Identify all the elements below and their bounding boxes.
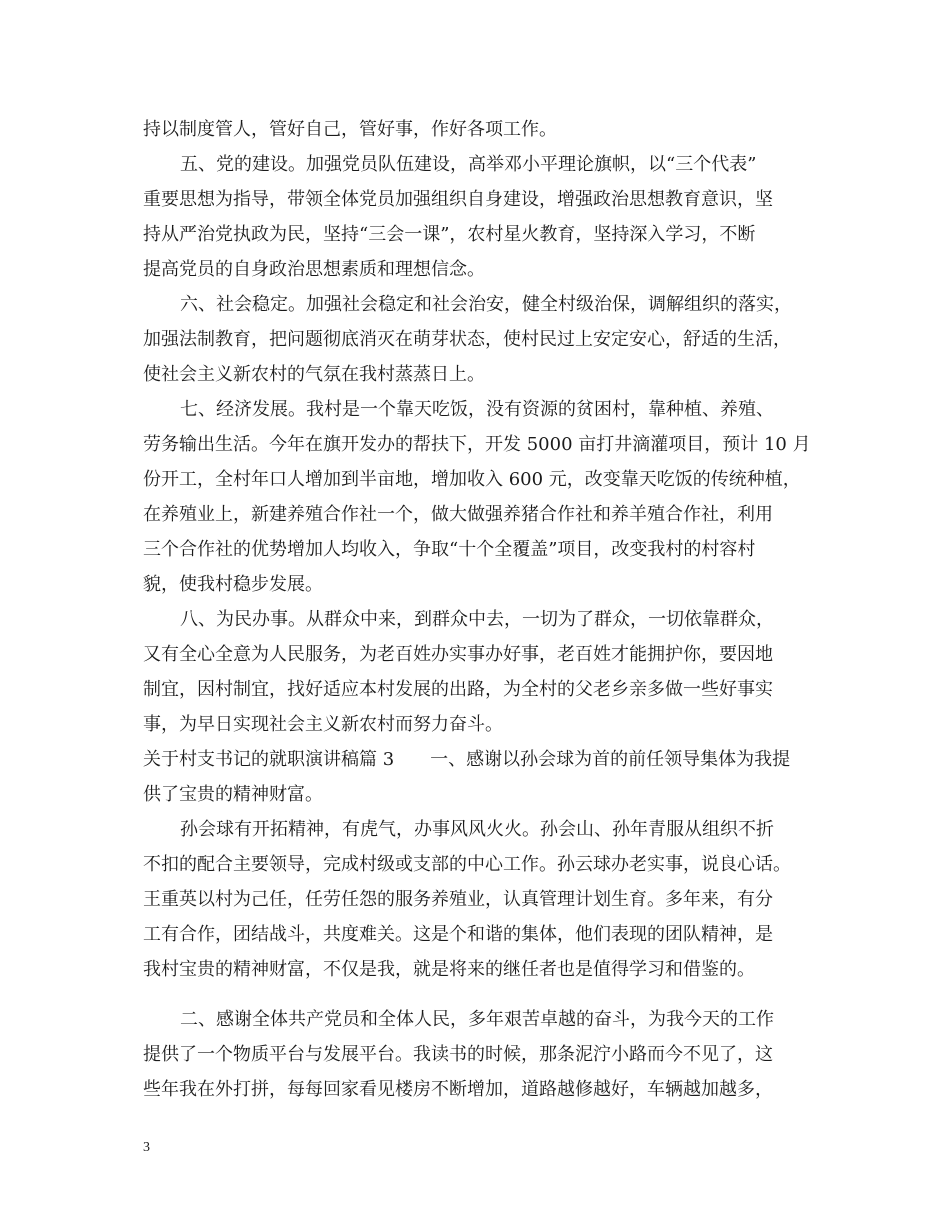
text-line: 持以制度管人，管好自己，管好事，作好各项工作。 [143,119,557,140]
text-line: 加强法制教育，把问题彻底消灭在萌芽状态，使村民过上安定安心，舒适的生活， [143,329,791,350]
text-line: 使社会主义新农村的气氛在我村蒸蒸日上。 [143,364,485,385]
text-line: 制宜，因村制宜，找好适应本村发展的出路，为全村的父老乡亲多做一些好事实 [143,679,773,700]
text-line: 劳务输出生活。今年在旗开发办的帮扶下，开发 5000 亩打井滴灌项目，预计 10 月 [143,434,811,455]
paragraph-heading: 八、为民办事。从群众中来，到群众中去，一切为了群众，一切依靠群众， [180,609,774,630]
text-line: 事，为早日实现社会主义新农村而努力奋斗。 [143,714,503,735]
text-line: 工有合作，团结战斗，共度难关。这是个和谐的集体，他们表现的团队精神，是 [143,924,773,945]
text-line: 在养殖业上，新建养殖合作社一个，做大做强养猪合作社和养羊殖合作社，利用 [143,504,773,525]
paragraph-heading: 七、经济发展。我村是一个靠天吃饭，没有资源的贫困村，靠种植、养殖、 [180,399,774,420]
paragraph-heading: 孙会球有开拓精神，有虎气，办事风风火火。孙会山、孙年青服从组织不折 [180,819,774,840]
text-line: 持从严治党执政为民，坚持“三会一课”，农村星火教育，坚持深入学习，不断 [143,224,756,245]
section-title-line: 关于村支书记的就职演讲稿篇 3 一、感谢以孙会球为首的前任领导集体为我提 [143,749,791,770]
page-number: 3 [143,1140,150,1155]
paragraph-heading: 五、党的建设。加强党员队伍建设，高举邓小平理论旗帜，以“三个代表” [180,154,757,175]
text-line: 重要思想为指导，带领全体党员加强组织自身建设，增强政治思想教育意识，坚 [143,189,773,210]
paragraph-heading: 二、感谢全体共产党员和全体人民，多年艰苦卓越的奋斗，为我今天的工作 [180,1009,774,1030]
text-line: 提高党员的自身政治思想素质和理想信念。 [143,259,485,280]
text-line: 王重英以村为己任，任劳任怨的服务养殖业，认真管理计划生育。多年来，有分 [143,889,773,910]
text-line: 供了宝贵的精神财富。 [143,784,323,805]
text-line: 又有全心全意为人民服务，为老百姓办实事办好事，老百姓才能拥护你，要因地 [143,644,773,665]
text-line: 提供了一个物质平台与发展平台。我读书的时候，那条泥泞小路而今不见了，这 [143,1044,773,1065]
text-line: 些年我在外打拼，每每回家看见楼房不断增加，道路越修越好，车辆越加越多， [143,1079,773,1100]
text-line: 三个合作社的优势增加人均收入，争取“十个全覆盖”项目，改变我村的村容村 [143,539,756,560]
paragraph-heading: 六、社会稳定。加强社会稳定和社会治安，健全村级治保，调解组织的落实， [180,294,792,315]
text-line: 我村宝贵的精神财富，不仅是我，就是将来的继任者也是值得学习和借鉴的。 [143,959,755,980]
text-line: 不扣的配合主要领导，完成村级或支部的中心工作。孙云球办老实事，说良心话。 [143,854,791,875]
text-line: 份开工，全村年口人增加到半亩地，增加收入 600 元，改变靠天吃饭的传统种植， [143,469,801,490]
text-line: 貌，使我村稳步发展。 [143,574,323,595]
